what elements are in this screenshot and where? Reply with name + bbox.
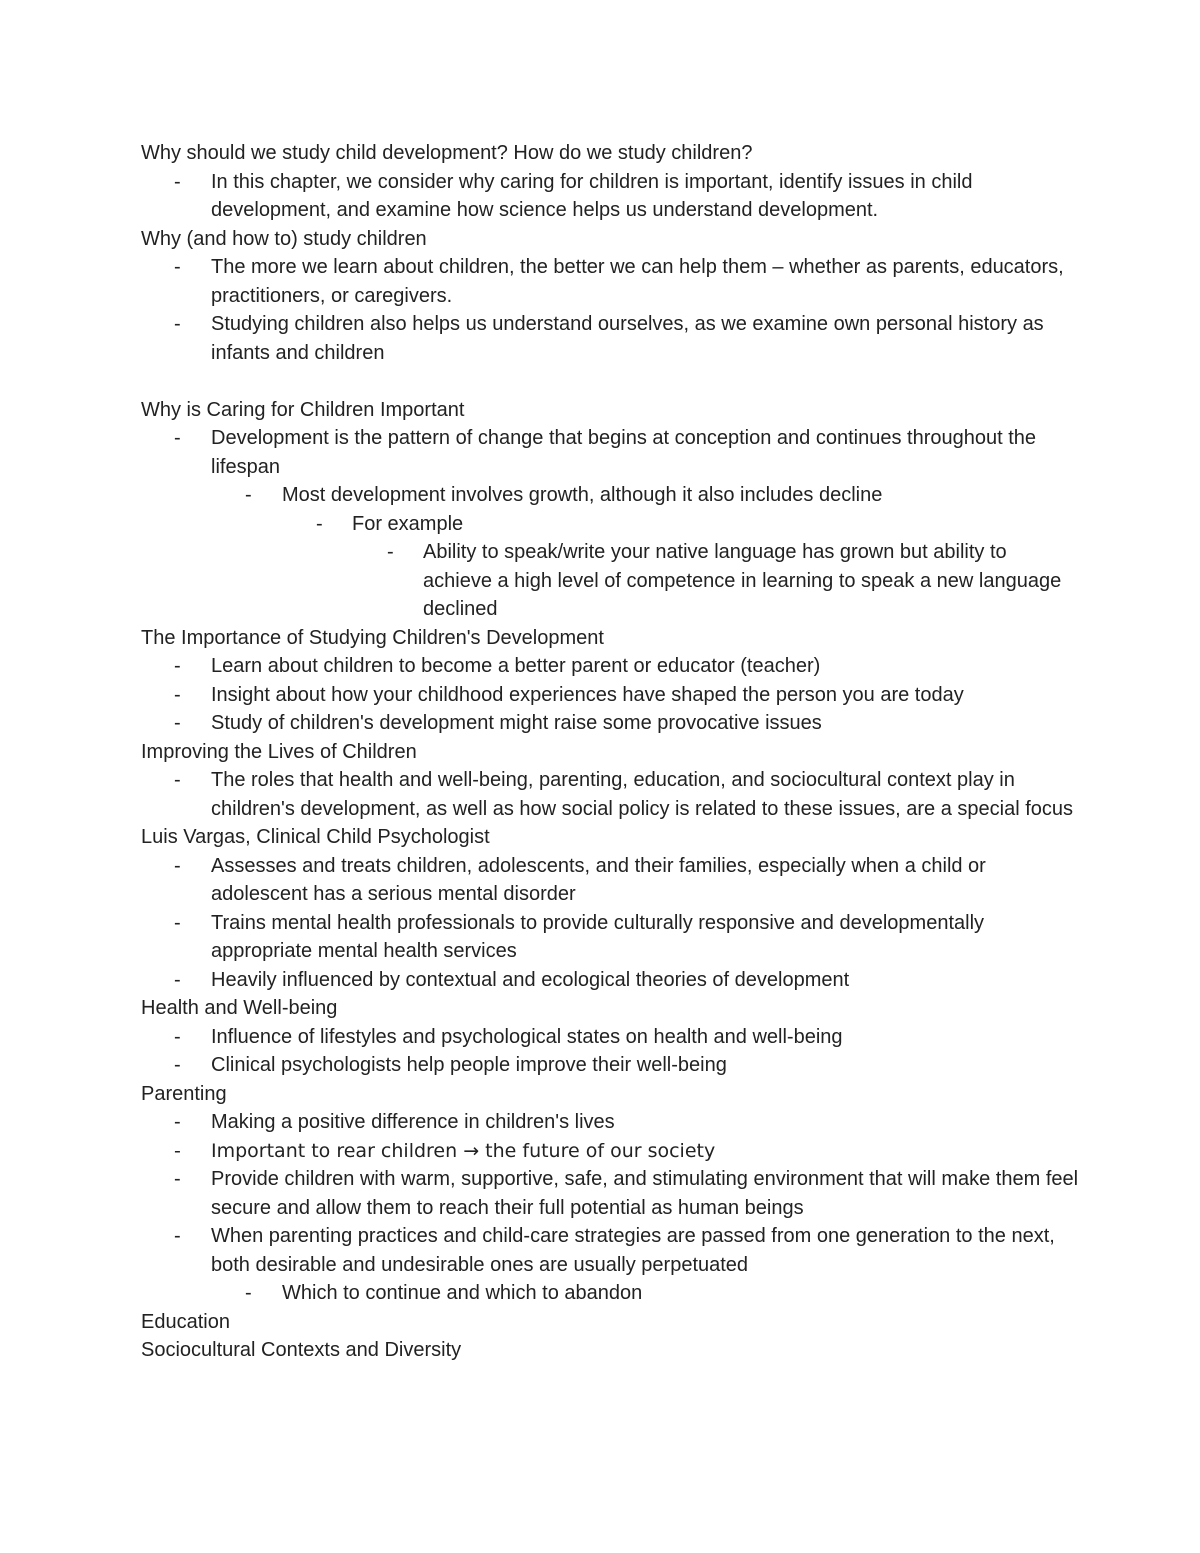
bullet-item: [141, 1222, 1081, 1279]
bullet-dash: -: [174, 1139, 181, 1162]
blank-line: [141, 367, 1081, 396]
bullet-item: [141, 1051, 1081, 1080]
bullet-dash: -: [387, 541, 394, 563]
line-text: Influence of lifestyles and psychological states on health and well-being: [211, 1025, 843, 1048]
bullet-dash: -: [174, 1025, 181, 1048]
bullet-item: [141, 1137, 1081, 1166]
bullet-dash: -: [174, 655, 181, 677]
line-text: Parenting: [141, 1082, 227, 1105]
line-text: Why (and how to) study children: [141, 227, 427, 250]
section-heading: [141, 396, 1081, 425]
bullet-dash: -: [174, 1168, 181, 1190]
bullet-dash: -: [174, 769, 181, 791]
bullet-item: [141, 966, 1081, 995]
bullet-dash: -: [174, 1225, 181, 1247]
line-text: Making a positive difference in children's lives: [211, 1111, 615, 1133]
line-text: Studying children also helps us understand ourselves, as we examine own personal history as infants and children: [211, 313, 1044, 364]
line-text: Insight about how your childhood experiences have shaped the person you are today: [211, 683, 964, 706]
line-text: Clinical psychologists help people improve their well-being: [211, 1054, 727, 1076]
bullet-dash: -: [174, 712, 181, 734]
bullet-dash: -: [174, 313, 181, 335]
bullet-item: [141, 424, 1081, 481]
bullet-dash: -: [174, 427, 181, 449]
section-heading: [141, 1308, 1081, 1337]
document-body: [141, 139, 1081, 1365]
bullet-dash: -: [245, 484, 252, 506]
section-heading: [141, 139, 1081, 168]
section-heading: [141, 1336, 1081, 1365]
bullet-item: [141, 481, 1081, 510]
section-heading: [141, 624, 1081, 653]
line-text: Sociocultural Contexts and Diversity: [141, 1339, 462, 1361]
line-text: Ability to speak/write your native language has grown but ability to achieve a high level of competence in learning to speak a new language declined: [423, 541, 1062, 620]
section-heading: [141, 225, 1081, 254]
bullet-dash: -: [174, 911, 181, 934]
line-text: The Importance of Studying Children's Development: [141, 626, 604, 649]
line-text: Improving the Lives of Children: [141, 740, 417, 763]
bullet-dash: -: [174, 1111, 181, 1133]
line-text: Heavily influenced by contextual and ecological theories of development: [211, 968, 850, 991]
line-text: In this chapter, we consider why caring for children is important, identify issues in child development, and examine how science helps us understand development.: [211, 170, 973, 221]
bullet-dash: -: [316, 512, 323, 535]
bullet-item: [141, 709, 1081, 738]
bullet-item: [141, 766, 1081, 823]
bullet-item: [141, 253, 1081, 310]
line-text: Why is Caring for Children Important: [141, 398, 465, 421]
bullet-item: [141, 1279, 1081, 1308]
bullet-dash: -: [174, 256, 181, 278]
bullet-item: [141, 538, 1081, 624]
bullet-dash: -: [174, 968, 181, 991]
line-text: The roles that health and well-being, parenting, education, and sociocultural context play in children's development, as well as how social policy is related to these issues, are a special focus: [211, 769, 1074, 820]
bullet-item: [141, 652, 1081, 681]
line-text: Health and Well-being: [141, 997, 338, 1019]
line-text: The more we learn about children, the better we can help them – whether as parents, educators, practitioners, or caregivers.: [211, 256, 1064, 307]
bullet-dash: -: [174, 170, 181, 193]
section-heading: [141, 1080, 1081, 1109]
line-text: Luis Vargas, Clinical Child Psychologist: [141, 826, 490, 848]
line-text: Development is the pattern of change that begins at conception and continues throughout the lifespan: [211, 427, 1037, 478]
line-text: Trains mental health professionals to provide culturally responsive and developmentally appropriate mental health services: [211, 911, 985, 962]
line-text: When parenting practices and child-care strategies are passed from one generation to the next, both desirable and undesirable ones are usually perpetuated: [211, 1225, 1055, 1276]
bullet-dash: -: [174, 1054, 181, 1076]
line-text: Assesses and treats children, adolescents, and their families, especially when a child or adolescent has a serious mental disorder: [211, 854, 986, 905]
line-text: Important to rear children → the future of our society: [211, 1139, 716, 1162]
line-text: Which to continue and which to abandon: [282, 1282, 643, 1304]
bullet-dash: -: [174, 854, 181, 877]
line-text: Study of children's development might raise some provocative issues: [211, 712, 822, 734]
line-text: Most development involves growth, although it also includes decline: [282, 484, 883, 506]
bullet-dash: -: [245, 1282, 252, 1304]
line-text: Why should we study child development? How do we study children?: [141, 142, 753, 164]
bullet-item: [141, 909, 1081, 966]
section-heading: [141, 994, 1081, 1023]
bullet-item: [141, 510, 1081, 539]
bullet-item: [141, 1023, 1081, 1052]
bullet-item: [141, 168, 1081, 225]
line-text: Provide children with warm, supportive, safe, and stimulating environment that will make them feel secure and allow them to reach their full potential as human beings: [211, 1168, 1079, 1219]
bullet-item: [141, 852, 1081, 909]
bullet-item: [141, 310, 1081, 367]
bullet-item: [141, 1108, 1081, 1137]
line-text: Education: [141, 1310, 230, 1333]
bullet-dash: -: [174, 683, 181, 706]
line-text: For example: [352, 512, 464, 535]
section-heading: [141, 823, 1081, 852]
bullet-item: [141, 681, 1081, 710]
bullet-item: [141, 1165, 1081, 1222]
line-text: Learn about children to become a better parent or educator (teacher): [211, 655, 821, 677]
section-heading: [141, 738, 1081, 767]
